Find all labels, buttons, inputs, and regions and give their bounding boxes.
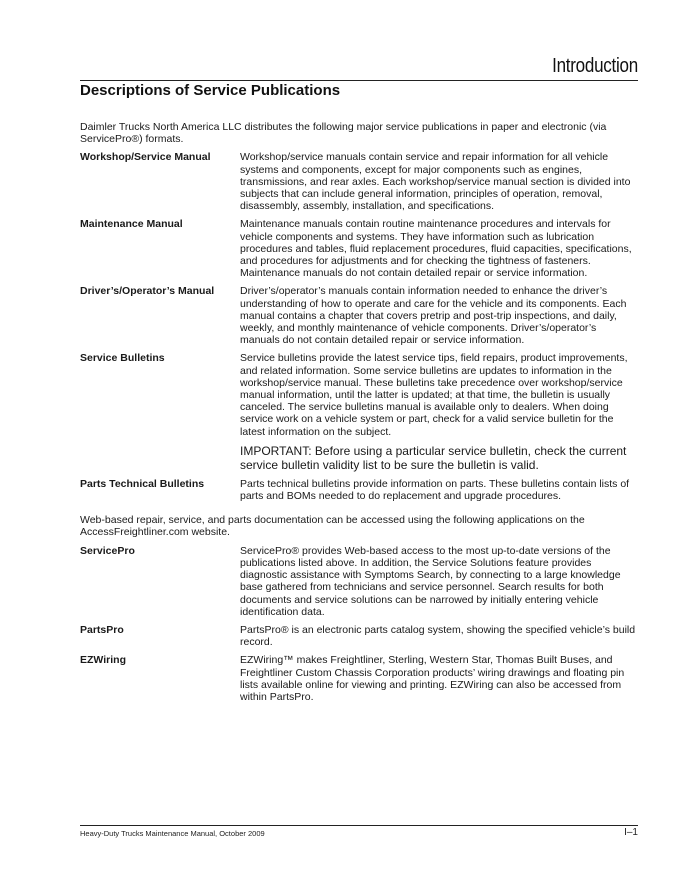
entry-description: PartsPro® is an electronic parts catalog system, showing the specified vehicle’s build record. (240, 623, 636, 649)
publication-entry-parts-technical (80, 478, 638, 502)
entry-term: Service Bulletins (80, 352, 165, 365)
publication-entry-maintenance (80, 218, 638, 279)
header-divider (80, 80, 638, 81)
web-entry-servicepro (80, 545, 638, 618)
entry-description: Maintenance manuals contain routine maintenance procedures and intervals for vehicle components and systems. They have information such as lubrication procedures and tables, fluid replacement procedures, fluid capacities, specifications, and procedures for adjustments and for checking the tightness of fasteners. Maintenance manuals do not contain detailed repair or service information. (240, 218, 632, 280)
entry-term: EZWiring (80, 654, 126, 667)
page-header-title: Introduction (552, 55, 638, 77)
entry-description: Parts technical bulletins provide information on parts. These bulletins contain lists of parts and BOMs needed to do replacement and upgrade procedures. (240, 477, 630, 503)
publication-entry-drivers (80, 285, 638, 346)
entry-term: Parts Technical Bulletins (80, 477, 205, 490)
entry-description: Workshop/service manuals contain service and repair information for all vehicle systems and components, except for major components such as engines, transmissions, and rear axles. Each workshop/service manual section is divided into subjects that can include general information, principles of operation, removal, disassembly, assembly, installation, and specifications. (240, 151, 631, 213)
entry-term: ServicePro (80, 544, 135, 557)
web-entry-ezwiring (80, 654, 638, 703)
entry-term: Workshop/Service Manual (80, 151, 211, 164)
section-title: Descriptions of Service Publications (80, 82, 341, 99)
document-body (80, 121, 638, 709)
footer-divider (80, 825, 638, 826)
entry-term: PartsPro (80, 623, 124, 636)
important-note: IMPORTANT: Before using a particular service bulletin, check the current service bulletin validity list to be sure the bulletin is valid. (240, 443, 627, 472)
entry-term: Maintenance Manual (80, 218, 183, 231)
entry-description: Service bulletins provide the latest service tips, field repairs, product improvements, and related information. Some service bulletins are updates to information in the workshop/service manual. These bulletins take precedence over workshop/service manual information, until the latter is updated; at that time, the bulletin is usually canceled. The service bulletins manual is available only to dealers. When doing service work on a vehicle system or part, check for a valid service bulletin for the latest information on the subject. (240, 352, 628, 438)
web-intro-paragraph: Web-based repair, service, and parts documentation can be accessed using the following applications on the AccessFreightliner.com website. (80, 514, 585, 539)
entry-description: EZWiring™ makes Freightliner, Sterling, Western Star, Thomas Built Buses, and Freightliner Custom Chassis Corporation products’ wiring drawings and floating pin lists available online for viewing and printing. EZWiring can also be accessed from within PartsPro. (240, 654, 625, 703)
web-entry-partspro (80, 624, 638, 648)
page-number: I–1 (624, 827, 638, 838)
entry-description: ServicePro® provides Web-based access to the most up-to-date versions of the publications listed above. In addition, the Service Solutions feature provides diagnostic assistance with Symptoms Search, by connecting to a large knowledge base gathered from technicians and service personnel. Search results for both documents and service solutions can be narrowed by initially entering vehicle identification data. (240, 544, 621, 618)
footer-text: Heavy-Duty Trucks Maintenance Manual, October 2009 (80, 829, 265, 838)
entry-description: Driver’s/operator’s manuals contain information needed to enhance the driver’s understanding of how to operate and care for the vehicle and its components. Each manual contains a chapter that covers pretrip and post-trip inspections, and daily, weekly, and monthly maintenance of vehicle components. Driver’s/operator’s manuals do not contain detailed repair or service information. (240, 285, 627, 347)
publication-entry-workshop (80, 151, 638, 212)
publication-entry-service-bulletins (80, 352, 638, 471)
intro-paragraph: Daimler Trucks North America LLC distributes the following major service publications in paper and electronic (via ServicePro®) formats. (80, 121, 607, 146)
entry-term: Driver’s/Operator’s Manual (80, 285, 215, 298)
